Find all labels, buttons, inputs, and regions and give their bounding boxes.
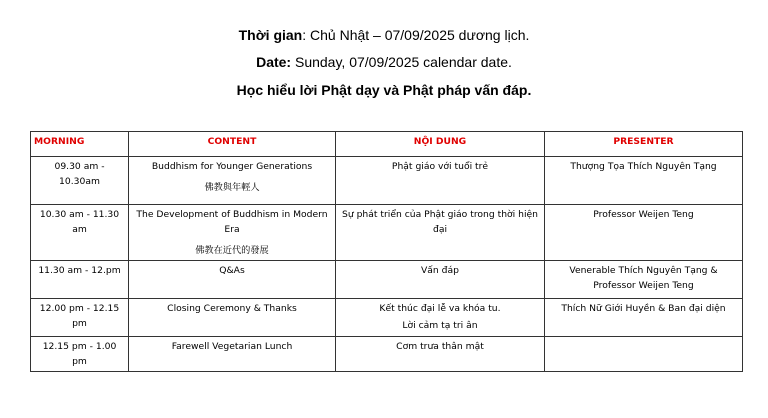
time-cell: 12.15 pm - 1.00 pm: [31, 337, 129, 372]
content-cell: Q&As: [129, 261, 336, 299]
noi-dung-cell: Vấn đáp: [336, 261, 545, 299]
content-text: Buddhism for Younger Generations: [151, 161, 313, 172]
presenter-cell: Thượng Tọa Thích Nguyên Tạng: [545, 157, 743, 205]
presenter-cell: Venerable Thích Nguyên Tạng & Professor Weijen Teng: [545, 261, 743, 299]
table-row: [31, 261, 743, 299]
noi-dung-cell: Sự phát triển của Phật giáo trong thời hiện đại: [336, 205, 545, 261]
content-cell: [129, 157, 336, 205]
schedule-table: [30, 131, 743, 372]
presenter-cell: [545, 337, 743, 372]
time-cell: 09.30 am - 10.30am: [31, 157, 129, 205]
content-cell: [129, 205, 336, 261]
date-line: [0, 54, 768, 70]
column-header-noi-dung: NỘI DUNG: [336, 132, 545, 157]
time-value: : Chủ Nhật – 07/09/2025 dương lịch.: [302, 27, 530, 43]
time-cell: 10.30 am - 11.30 am: [31, 205, 129, 261]
column-header-presenter: PRESENTER: [545, 132, 743, 157]
content-cell: Closing Ceremony & Thanks: [129, 299, 336, 337]
noi-dung-cell: [336, 299, 545, 337]
table-row: [31, 337, 743, 372]
noi-dung-cell: Phật giáo với tuổi trẻ: [336, 157, 545, 205]
noi-dung-text-2: Lời cảm tạ tri ân: [402, 320, 478, 331]
table-header-row: [31, 132, 743, 157]
time-line: [0, 27, 768, 43]
content-cell: Farewell Vegetarian Lunch: [129, 337, 336, 372]
page-subtitle: Học hiểu lời Phật dạy và Phật pháp vấn đáp.: [236, 82, 532, 98]
table-row: [31, 299, 743, 337]
noi-dung-text: Kết thúc đại lễ va khóa tu.: [379, 303, 501, 314]
date-label: Date:: [256, 54, 292, 70]
content-chinese: 佛教與年輕人: [204, 182, 260, 193]
time-label: Thời gian: [238, 27, 303, 43]
table-row: [31, 205, 743, 261]
column-header-content: CONTENT: [129, 132, 336, 157]
presenter-cell: Thích Nữ Giới Huyền & Ban đại diện: [545, 299, 743, 337]
time-cell: 11.30 am - 12.pm: [31, 261, 129, 299]
table-row: [31, 157, 743, 205]
column-header-morning: MORNING: [31, 132, 129, 157]
time-cell: 12.00 pm - 12.15 pm: [31, 299, 129, 337]
date-value: Sunday, 07/09/2025 calendar date.: [291, 54, 512, 70]
content-text: The Development of Buddhism in Modern Era: [136, 209, 328, 235]
noi-dung-cell: Cơm trưa thân mật: [336, 337, 545, 372]
presenter-cell: Professor Weijen Teng: [545, 205, 743, 261]
content-chinese: 佛教在近代的發展: [195, 245, 269, 256]
